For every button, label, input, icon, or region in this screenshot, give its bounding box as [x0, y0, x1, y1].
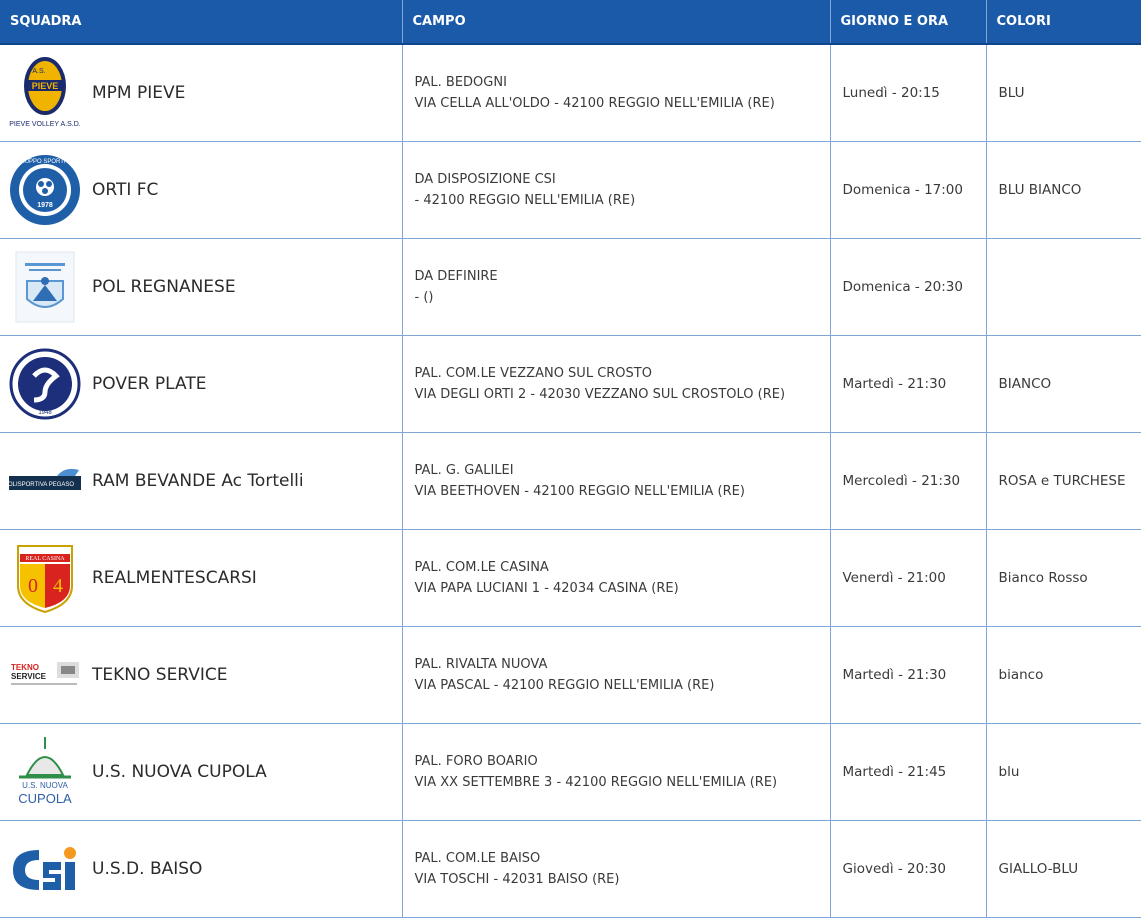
svg-text:A.S.: A.S.: [32, 68, 46, 75]
team-cell: [0, 44, 402, 142]
campo-address: VIA PASCAL - 42100 REGGIO NELL'EMILIA (RE): [414, 678, 715, 693]
team-colors: bianco: [998, 667, 1044, 683]
campo-cell: [402, 627, 830, 724]
team-colors: blu: [998, 764, 1020, 780]
team-name[interactable]: U.S.D. BAISO: [92, 859, 203, 879]
campo-venue: PAL. G. GALILEI: [414, 463, 514, 478]
mpm-pieve-logo-icon: [8, 56, 82, 130]
svg-text:TEKNO: TEKNO: [11, 663, 39, 672]
team-colors: BLU: [998, 85, 1025, 101]
campo-cell: [402, 530, 830, 627]
match-time: Martedì - 21:30: [842, 667, 947, 683]
campo-venue: PAL. COM.LE BAISO: [414, 851, 541, 866]
colors-cell: [986, 821, 1141, 918]
campo-cell: [402, 336, 830, 433]
campo-venue: PAL. COM.LE CASINA: [414, 560, 549, 575]
campo-cell: [402, 239, 830, 336]
colors-cell: [986, 239, 1141, 336]
col-header-campo[interactable]: CAMPO: [402, 0, 830, 44]
table-row: [0, 724, 1141, 821]
tekno-service-logo-icon: [8, 638, 82, 712]
team-colors: ROSA e TURCHESE: [998, 473, 1126, 489]
team-cell: [0, 239, 402, 336]
col-header-squadra[interactable]: SQUADRA: [0, 0, 402, 44]
svg-text:U.S. NUOVA: U.S. NUOVA: [22, 781, 68, 790]
team-colors: Bianco Rosso: [998, 570, 1088, 586]
campo-address: VIA BEETHOVEN - 42100 REGGIO NELL'EMILIA (RE): [414, 484, 745, 499]
team-cell: [0, 821, 402, 918]
schedule-cell: [830, 433, 986, 530]
schedule-cell: [830, 530, 986, 627]
svg-text:PIEVE: PIEVE: [31, 81, 59, 91]
csi-logo-icon: [8, 832, 82, 906]
schedule-cell: [830, 44, 986, 142]
team-name[interactable]: U.S. NUOVA CUPOLA: [92, 762, 267, 782]
schedule-cell: [830, 821, 986, 918]
colors-cell: [986, 433, 1141, 530]
table-row: [0, 530, 1141, 627]
table-row: [0, 142, 1141, 239]
campo-address: - 42100 REGGIO NELL'EMILIA (RE): [414, 193, 636, 208]
match-time: Venerdì - 21:00: [842, 570, 946, 586]
svg-text:GRUPPO SPORTIVO: GRUPPO SPORTIVO: [15, 159, 75, 165]
campo-cell: [402, 821, 830, 918]
svg-text:1948: 1948: [38, 410, 52, 416]
team-cell: [0, 336, 402, 433]
svg-text:0: 0: [28, 575, 38, 597]
team-cell: [0, 724, 402, 821]
orti-fc-logo-icon: [8, 153, 82, 227]
team-cell: [0, 433, 402, 530]
colors-cell: [986, 724, 1141, 821]
team-cell: [0, 142, 402, 239]
match-time: Domenica - 20:30: [842, 279, 963, 295]
match-time: Martedì - 21:45: [842, 764, 947, 780]
svg-text:SERVICE: SERVICE: [11, 672, 46, 681]
team-name[interactable]: RAM BEVANDE Ac Tortelli: [92, 471, 304, 491]
col-header-colori[interactable]: COLORI: [986, 0, 1141, 44]
schedule-cell: [830, 627, 986, 724]
campo-venue: PAL. FORO BOARIO: [414, 754, 538, 769]
schedule-cell: [830, 142, 986, 239]
colors-cell: [986, 44, 1141, 142]
campo-venue: PAL. RIVALTA NUOVA: [414, 657, 548, 672]
campo-cell: [402, 44, 830, 142]
team-colors: GIALLO-BLU: [998, 861, 1079, 877]
schedule-cell: [830, 239, 986, 336]
campo-address: VIA TOSCHI - 42031 BAISO (RE): [414, 872, 620, 887]
team-name[interactable]: POL REGNANESE: [92, 277, 236, 297]
match-time: Lunedì - 20:15: [842, 85, 940, 101]
campo-address: VIA CELLA ALL'OLDO - 42100 REGGIO NELL'EMILIA (RE): [414, 96, 775, 111]
match-time: Giovedì - 20:30: [842, 861, 946, 877]
svg-text:4: 4: [53, 575, 63, 597]
campo-cell: [402, 433, 830, 530]
schedule-cell: [830, 336, 986, 433]
svg-text:1978: 1978: [37, 202, 53, 209]
team-name[interactable]: REALMENTESCARSI: [92, 568, 257, 588]
table-row: [0, 44, 1141, 142]
svg-text:PIEVE VOLLEY A.S.D.: PIEVE VOLLEY A.S.D.: [9, 121, 81, 128]
table-row: [0, 433, 1141, 530]
team-name[interactable]: POVER PLATE: [92, 374, 207, 394]
colors-cell: [986, 627, 1141, 724]
team-colors: BIANCO: [998, 376, 1052, 392]
team-name[interactable]: ORTI FC: [92, 180, 159, 200]
colors-cell: [986, 336, 1141, 433]
polisportiva-pegaso-logo-icon: [3, 444, 82, 518]
svg-text:REAL CASINA: REAL CASINA: [25, 556, 65, 562]
match-time: Martedì - 21:30: [842, 376, 947, 392]
team-colors: BLU BIANCO: [998, 182, 1082, 198]
campo-cell: [402, 142, 830, 239]
campo-address: VIA DEGLI ORTI 2 - 42030 VEZZANO SUL CROSTOLO (RE): [414, 387, 786, 402]
table-row: [0, 627, 1141, 724]
realmentescarsi-shield-icon: [8, 541, 82, 615]
table-row: [0, 821, 1141, 918]
pover-plate-logo-icon: [8, 347, 82, 421]
campo-venue: PAL. BEDOGNI: [414, 75, 507, 90]
campo-cell: [402, 724, 830, 821]
pol-regnanese-logo-icon: [8, 250, 82, 324]
nuova-cupola-logo-icon: [8, 735, 82, 809]
schedule-cell: [830, 724, 986, 821]
team-cell: [0, 627, 402, 724]
svg-text:POLISPORTIVA PEGASO: POLISPORTIVA PEGASO: [3, 482, 75, 488]
match-time: Mercoledì - 21:30: [842, 473, 961, 489]
table-header: [0, 0, 1141, 44]
team-cell: [0, 530, 402, 627]
col-header-giorno-ora[interactable]: GIORNO E ORA: [830, 0, 986, 44]
campo-address: VIA PAPA LUCIANI 1 - 42034 CASINA (RE): [414, 581, 679, 596]
campo-address: - (): [414, 290, 434, 305]
campo-address: VIA XX SETTEMBRE 3 - 42100 REGGIO NELL'EMILIA (RE): [414, 775, 778, 790]
team-name[interactable]: MPM PIEVE: [92, 83, 186, 103]
campo-venue: DA DEFINIRE: [414, 269, 498, 284]
table-row: [0, 336, 1141, 433]
colors-cell: [986, 142, 1141, 239]
match-time: Domenica - 17:00: [842, 182, 963, 198]
table-row: [0, 239, 1141, 336]
colors-cell: [986, 530, 1141, 627]
svg-text:CUPOLA: CUPOLA: [18, 791, 72, 806]
team-name[interactable]: TEKNO SERVICE: [92, 665, 228, 685]
campo-venue: DA DISPOSIZIONE CSI: [414, 172, 556, 187]
campo-venue: PAL. COM.LE VEZZANO SUL CROSTO: [414, 366, 652, 381]
